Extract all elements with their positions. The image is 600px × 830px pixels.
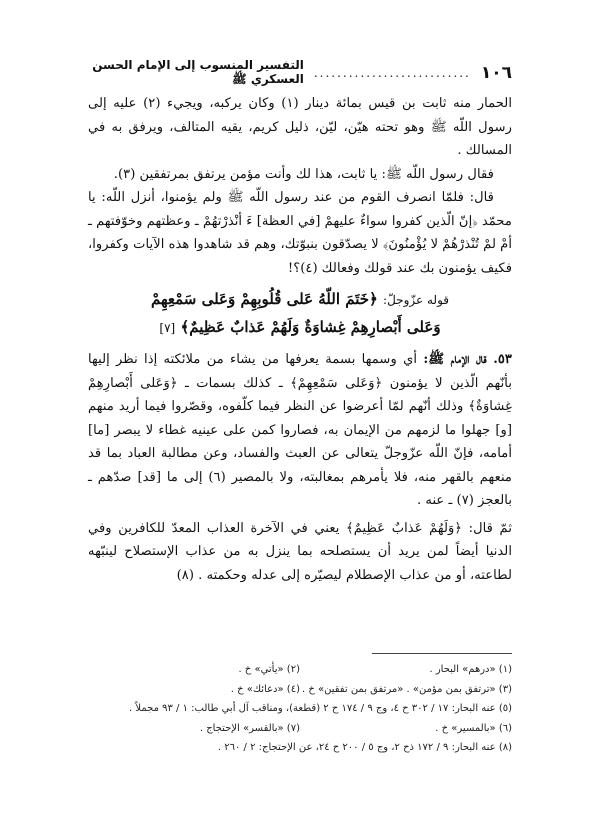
footnote-1: (١) «درهم» البحار .	[429, 664, 512, 675]
footnote-8: (٨) عنه البحار: ٩ / ١٧٢ ذح ٢، وج ٥ / ٢٠٠ ح ٢٤، عن الإحتجاج: ٢ / ٢٦٠ .	[217, 742, 512, 753]
book-title: التفسير المنسوب إلى الإمام الحسن العسكري ﷺ	[92, 57, 304, 86]
section-label: ٥٣. قال الإمام ﷺ:	[423, 352, 512, 367]
paragraph-5: ثمّ قال: ﴿وَلَهُمْ عَذابٌ عَظِيمٌ﴾ يعني في الآخرة العذاب المعدّ للكافرين وفي الدنيا أيضاً لمن يريد أن يستصلحه بما ينزل به من عذاب الإستصلاح لينبّهه لطاعته، أو من عذاب الإصطلام ليصيّره إلى عدله وحكمته . (٨)	[88, 520, 512, 583]
verse-intro: قوله عزّوجلّ:	[383, 293, 450, 307]
footnotes	[88, 660, 512, 758]
footnote-divider	[372, 653, 512, 654]
running-header	[88, 57, 512, 86]
paragraph-2: فقال رسول اللّه ﷺ: يا ثابت، هذا لك وأنت مؤمن يرتفق بمرتفقين (٣).	[113, 166, 494, 182]
footnote-6: (٦) «بالمسير» خ .	[435, 722, 512, 734]
footnote-5: (٥) عنه البحار: ١٧ / ٣٠٢ ح ٤، وج ٩ / ١٧٤ ح ٢ (قطعة)، ومناقب آل أبي طالب: ١ / ٩٣ مجملاً .	[129, 703, 512, 714]
footnote-2: (٢) «يأتي» خ .	[238, 664, 300, 675]
verse-reference: [٧]	[159, 321, 176, 335]
paragraph-4	[88, 348, 512, 513]
verse-line-2: وَعَلى أَبْصارِهِمْ غِشاوَةٌ وَلَهُمْ عَذابٌ عَظِيمٌ﴾	[180, 318, 441, 336]
footnote-7: (٧) «بالقسر» الإحتجاج .	[199, 722, 300, 734]
header-dots: ...........................	[313, 66, 471, 80]
verse-block	[88, 286, 512, 342]
footnote-4: (٤) «دعائك» خ .	[230, 683, 300, 695]
footnote-3: (٣) «ترتفق بمن مؤمن» . «مرتفق بمن تفقين» خ .	[302, 683, 512, 695]
paragraph-4-text: أي وسمها بسمة يعرفها من يشاء من ملائكته إذا نظر إليها بأنّهم الّذين لا يؤمنون ﴿وَعَلى سَمْعِهِمْ﴾ ـ كذلك بسمات ـ ﴿وَعَلى أَبْصارِهِمْ غِشاوَةٌ﴾ وذلك أنّهم لمّا أعرضوا عن النظر فيما كلّفوه، وقصّروا فيما أريد منهم [و] جهلوا ما لزمهم من الإيمان به، فصاروا كمن على عينيه غطاء لا يبصر [ما] أمامه، فإنّ اللّه عزّوجلّ يتعالى عن العبث والفساد، وعن مطالبة العباد بما قد منعهم بالقهر منه، فلا يأمرهم بمغالبته، ولا بالمصير (٦) إلى ما [قد] صدّهم ـ بالعجز (٧) ـ عنه .	[88, 352, 512, 508]
page-number: ١٠٦	[480, 63, 512, 83]
verse-line-1: ﴿خَتَمَ اللّهُ عَلى قُلُوبِهِمْ وَعَلى سَمْعِهِمْ	[150, 290, 378, 308]
paragraph-3: قال: فلمّا انصرف القوم من عند رسول اللّه ﷺ ولم يؤمنوا، أنزل اللّه: يا محمّد ﴿إنّ الّذين كفروا سواءٌ عليهمْ [في العظة] ءَ أنْذرْتهُمْ ـ وعظتهم وخوّفتهم ـ أمْ لمْ تُنْذرْهُمْ لا يُؤْمنُونَ﴾ لا يصدّقون بنبوّتك، وهم قد شاهدوا هذه الآيات وكفروا، فكيف يؤمنون بك عند قولك وفعالك (٤)؟!	[88, 190, 512, 276]
paragraph-1: الحمار منه ثابت بن قيس بمائة دينار (١) وكان يركبه، ويجيء (٢) عليه إلى رسول اللّه ﷺ وهو تحته هيّن، ليّن، ذليل كريم، يقيه المتالف، ويرفق به في المسالك .	[88, 96, 512, 158]
main-text	[88, 92, 512, 587]
